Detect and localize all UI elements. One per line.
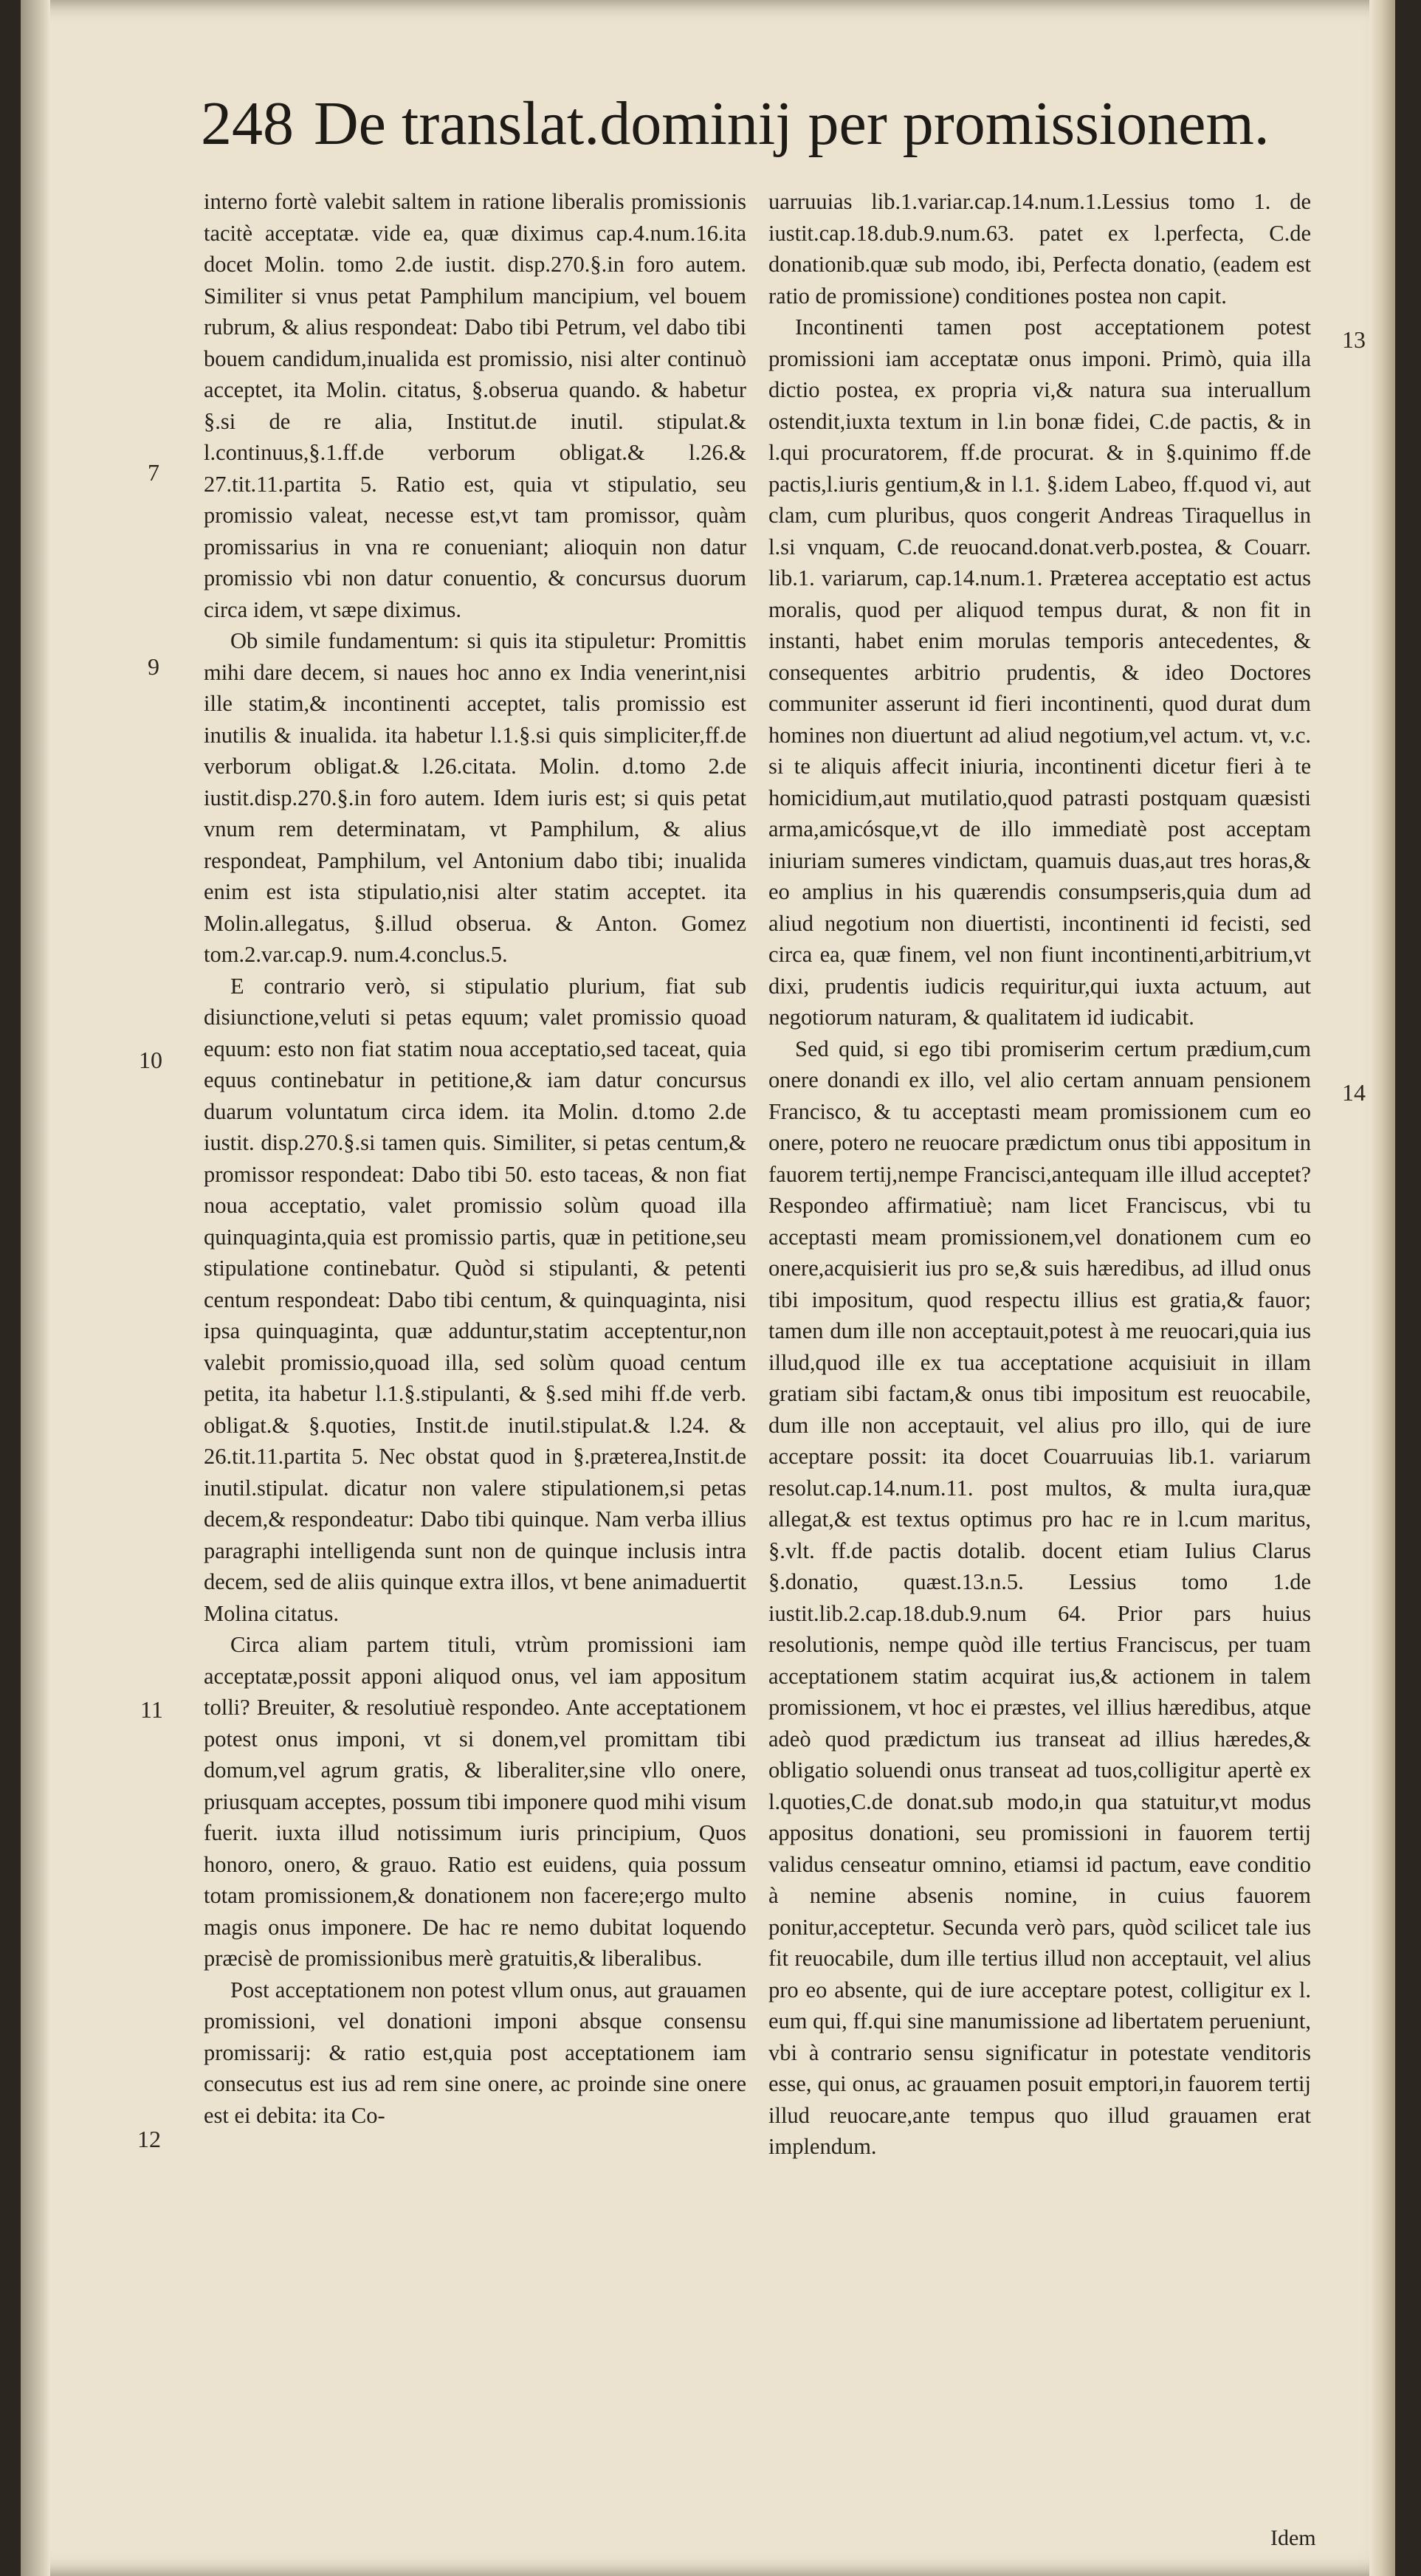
book-page	[21, 0, 1395, 2576]
paragraph: Ob simile fundamentum: si quis ita stipuletur: Promittis mihi dare decem, si naues hoc anno ex India venerint,nisi ille statim,& incontinenti acceptet, talis promissio est inutilis & inualida. ita habetur l.1.§.si quis simpliciter,ff.de verborum obligat.& l.26.citata. Molin. d.tomo 2.de iustit.disp.270.§.in foro autem. Idem iuris est; si quis petat vnum rem determinatam, vt Pamphilum, & alius respondeat, Pamphilum, vel Antonium dabo tibi; inualida enim est ista stipulatio,nisi alter statim acceptet. ita Molin.allegatus, §.illud obserua. & Anton. Gomez tom.2.var.cap.9. num.4.conclus.5.	[204, 628, 746, 967]
margin-number: 7	[148, 459, 159, 486]
catchword: Idem	[1270, 2526, 1316, 2550]
page-edge-shadow	[1369, 0, 1395, 2576]
margin-number: 13	[1342, 326, 1366, 353]
margin-number: 9	[148, 653, 159, 680]
page-number: 248	[201, 89, 294, 158]
page-gutter-shadow	[21, 0, 50, 2576]
running-title: De translat.dominij per promissionem.	[314, 89, 1270, 158]
margin-number: 10	[139, 1047, 162, 1073]
running-head	[201, 87, 1279, 161]
paragraph: Sed quid, si ego tibi promiserim certum prædium,cum onere donandi ex illo, vel alio certam annuam pensionem Francisco, & tu acceptasti meam promissionem cum eo onere, potero ne reuocare prædictum onus tibi appositum in fauorem tertij,nempe Francisci,antequam ille illud acceptet? Respondeo affirmatiuè; nam licet Franciscus, vbi tu acceptasti meam promissionem,vel donationem cum eo onere,acquisierit ius pro se,& suis hæredibus, ad illud onus tibi impositum, quod respectu illius est gratia,& fauor; tamen dum ille non acceptauit,potest à me reuocari,quia ius illud,quod ille ex tua acceptatione acquisiuit in illam gratiam sibi factam,& onus tibi impositum est reuocabile, dum ille non acceptauit, vel alius pro illo, qui de iure acceptare possit: ita docet Couarruuias lib.1. variarum resolut.cap.14.num.11. post multos, & multa iura,quæ allegat,& est textus optimus pro hac re in l.cum maritus, §.vlt. ff.de pactis dotalib. docent etiam Iulius Clarus §.donatio, quæst.13.n.5. Lessius tomo 1.de iustit.lib.2.cap.18.dub.9.num 64. Prior pars huius resolutionis, nempe quòd ille tertius Franciscus, per tuam acceptationem statim acquirat ius,& actionem in talem promissionem, vt hoc ei præstes, vel illius hæredibus, atque adeò quod prædictum ius transeat ad illius hæredes,& obligatio soluendi onus transeat ad tuos,colligitur apertè ex l.quoties,C.de donat.sub modo,in qua statuitur,vt modus appositus donationi, seu promissioni in fauorem tertij validus censeatur omnino, etiamsi id pactum, eave conditio à nemine absenis nomine, in cuius fauorem ponitur,acceptetur. Secunda verò pars, quòd scilicet tale ius fit reuocabile, dum ille tertius illud non acceptauit, vel alius pro eo absente, qui de iure acceptare potest, colligitur ex l. eum qui, ff.qui sine manumissione ad libertatem perueniunt, vbi à contrario sensu significatur in potestate venditoris esse, qui onus, ac grauamen posuit emptori,in fauorem tertij illud reuocare,ante tempus quo illud grauamen erat implendum.	[768, 1036, 1311, 2159]
paragraph: uarruuias lib.1.variar.cap.14.num.1.Lessius tomo 1. de iustit.cap.18.dub.9.num.63. patet ex l.perfecta, C.de donationib.quæ sub modo, ibi, Perfecta donatio, (eadem est ratio de promissione) conditiones postea non capit.	[768, 189, 1311, 309]
paragraph: Circa aliam partem tituli, vtrùm promissioni iam acceptatæ,possit apponi aliquod onus, vel iam appositum tolli? Breuiter, & resolutiuè respondeo. Ante acceptationem potest onus imponi, vt si donem,vel promittam tibi domum,vel agrum gratis, & liberaliter,sine vllo onere, priusquam acceptes, possum tibi imponere quod mihi visum fuerit. iuxta illud notissimum iuris principium, Quos honoro, onero, & grauo. Ratio est euidens, quia possum totam promissionem,& donationem non facere;ergo multo magis onus imponere. De hac re nemo dubitat loquendo præcisè de promissionibus merè gratuitis,& liberalibus.	[204, 1632, 746, 1971]
paragraph: Incontinenti tamen post acceptationem potest promissioni iam acceptatæ onus imponi. Primò, quia illa dictio postea, ex propria vi,& natura sua interuallum ostendit,iuxta textum in l.in bonæ fidei, C.de pactis, & in l.qui procuratorem, ff.de procurat. & in §.quinimo ff.de pactis,l.iuris gentium,& in l.1. §.idem Labeo, ff.quod vi, aut clam, cum pluribus, quos congerit Andreas Tiraquellus in l.si vnquam, C.de reuocand.donat.verb.postea, & Couarr. lib.1. variarum, cap.14.num.1. Præterea acceptatio est actus moralis, quod per aliquod tempus durat, & non fit in instanti, habet enim morulas temporis antecedentes, & consequentes arbitrio prudentis, & ideo Doctores communiter asserunt id fieri incontinenti, quod durat dum homines non diuertunt ad aliud negotium,vel actum. vt, v.c. si te aliquis affecit iniuria, incontinenti dicetur fieri à te homicidium,aut mutilatio,quod patrasti postquam quæsisti arma,amicósque,vt de illo immediatè post acceptam iniuriam sumeres vindictam, quamuis duas,aut tres horas,& eo amplius in his quærendis consumpseris,quia dum ad aliud negotium non diuertisti, incontinenti id fecisti, sed circa ea, quæ finem, vel non fiunt incontinenti,arbitrium,vt dixi, prudentis iudicis requiritur,qui iuxta actuum, aut negotiorum naturam, & qualitatem id iudicabit.	[768, 314, 1311, 1030]
paragraph: Post acceptationem non potest vllum onus, aut grauamen promissioni, vel donationi imponi absque consensu promissarij: & ratio est,quia post acceptationem iam consecutus est ius ad rem sine onere, ac proinde sine onere est ei debita: ita Co-	[204, 1977, 746, 2128]
right-column	[768, 186, 1311, 2163]
left-column	[204, 186, 746, 2131]
paragraph: interno fortè valebit saltem in ratione liberalis promissionis tacitè acceptatæ. vide ea, quæ diximus cap.4.num.16.ita docet Molin. tomo 2.de iustit. disp.270.§.in foro autem. Similiter si vnus petat Pamphilum mancipium, vel bouem rubrum, & alius respondeat: Dabo tibi Petrum, vel dabo tibi bouem candidum,inualida est promissio, nisi alter continuò acceptet, ita Molin. citatus, §.obserua quando. & habetur §.si de re alia, Institut.de inutil. stipulat.& l.continuus,§.1.ff.de verborum obligat.& l.26.& 27.tit.11.partita 5. Ratio est, quia vt stipulatio, seu promissio valeat, necesse est,vt tam promissor, quàm promissarius in vna re conueniant; alioquin non datur promissio vbi non datur conuentio, & concursus duorum circa idem, vt sæpe diximus.	[204, 189, 746, 622]
margin-number: 14	[1342, 1079, 1366, 1106]
margin-number: 12	[137, 2126, 161, 2152]
margin-number: 11	[140, 1696, 163, 1723]
paragraph: E contrario verò, si stipulatio plurium, fiat sub disiunctione,veluti si petas equum; valet promissio quoad equum: esto non fiat statim noua acceptatio,sed taceat, quia equus continebatur in petitione,& iam datur concursus duarum voluntatum circa idem. ita Molin. d.tomo 2.de iustit. disp.270.§.si tamen quis. Similiter, si petas centum,& promissor respondeat: Dabo tibi 50. esto taceas, & non fiat noua acceptatio, valet promissio solùm quoad illa quinquaginta,quia est promissio partis, quæ in petitione,seu stipulatione continebatur. Quòd si stipulanti, & petenti centum respondeat: Dabo tibi centum, & quinquaginta, nisi ipsa quinquaginta, quæ adduntur,statim acceptentur,non valebit promissio,quoad illa, sed solùm quoad centum petita, ita habetur l.1.§.stipulanti, & §.sed mihi ff.de verb. obligat.& §.quoties, Instit.de inutil.stipulat.& l.24. & 26.tit.11.partita 5. Nec obstat quod in §.præterea,Instit.de inutil.stipulat. dicatur non valere stipulationem,si petas decem,& respondeatur: Dabo tibi quinque. Nam verba illius paragraphi intelligenda sunt non de quinque inclusis intra decem, sed de aliis quinque extra illos, vt bene animaduertit Molina citatus.	[204, 973, 746, 1626]
